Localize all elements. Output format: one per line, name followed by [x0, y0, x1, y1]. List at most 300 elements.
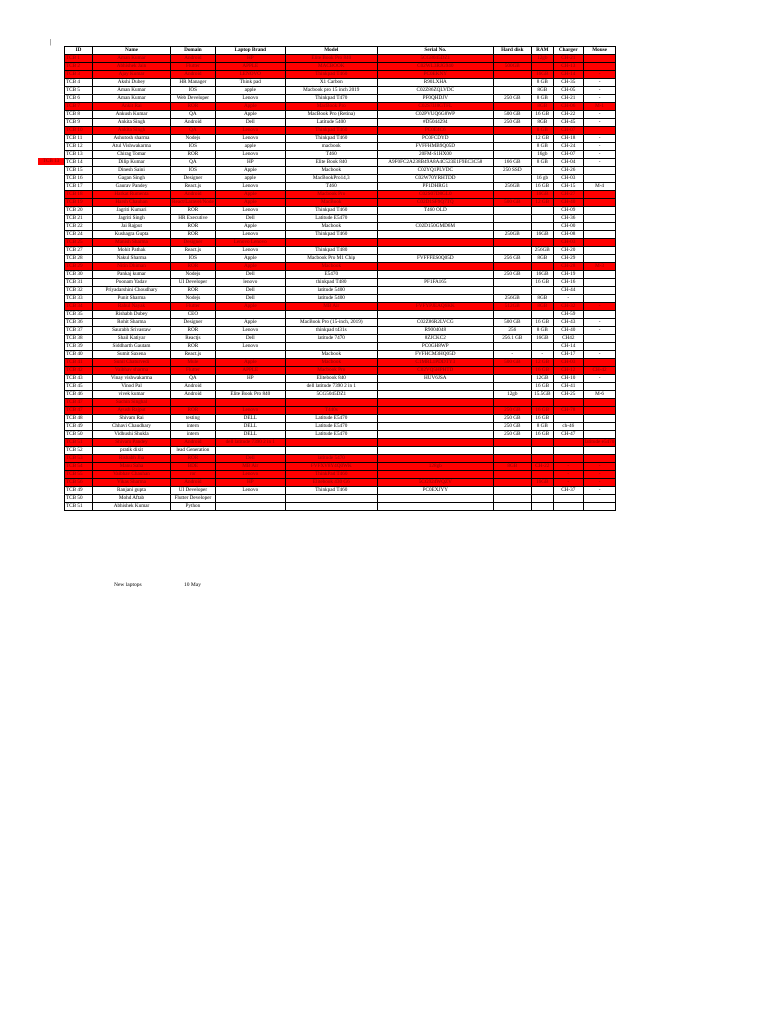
cell-id: TCB 51: [65, 439, 93, 447]
cell-name: Aman Kumar: [93, 55, 171, 63]
cell-charger: CH-13: [553, 63, 583, 71]
cell-domain: Android: [171, 55, 216, 63]
cell-ram: 16 GB: [531, 111, 553, 119]
cell-hard-disk: 500 GB: [493, 319, 531, 327]
cell-serial: [377, 271, 493, 279]
cell-ram: -: [531, 351, 553, 359]
cell-ram: [531, 223, 553, 231]
cell-brand: [215, 495, 285, 503]
cell-domain: ROR: [171, 287, 216, 295]
col-header-domain: Domain: [171, 47, 216, 55]
cell-domain: ror: [171, 471, 216, 479]
cell-name: Priyadarshini Choudhary: [93, 287, 171, 295]
cell-mouse: [583, 199, 616, 207]
cell-mouse: [583, 335, 616, 343]
cell-model: Thinkpad T460: [285, 487, 377, 495]
cell-hard-disk: 250 GB: [493, 431, 531, 439]
col-header-mouse: Mouse: [583, 47, 616, 55]
cell-ram: [531, 167, 553, 175]
cell-model: Elite Book 840: [285, 159, 377, 167]
cell-name: Vaibhav sharma: [93, 367, 171, 375]
cell-mouse: [583, 223, 616, 231]
cell-mouse: -: [583, 327, 616, 335]
cell-model: [285, 343, 377, 351]
cell-hard-disk: 166 GB: [493, 159, 531, 167]
cell-brand: Apple: [215, 263, 285, 271]
cell-id: TCB 51: [65, 503, 93, 511]
cell-charger: CH-14: [553, 71, 583, 79]
cell-model: MACBOOK: [285, 63, 377, 71]
cell-model: MB Air: [285, 303, 377, 311]
cell-id: TCB 32: [65, 287, 93, 295]
cell-model: 5CG5045DZ1: [285, 391, 377, 399]
cell-domain: IOS: [171, 255, 216, 263]
cell-name: Aman Kumar: [93, 95, 171, 103]
cell-charger: CH-17: [553, 351, 583, 359]
cell-name: Chhavi Chaudhary: [93, 423, 171, 431]
cell-name: Vinod Pal: [93, 383, 171, 391]
cell-domain: QA: [171, 159, 216, 167]
cell-ram: 16 GB: [531, 431, 553, 439]
cell-serial: 8ZJCKC2: [377, 335, 493, 343]
table-row: [65, 127, 616, 135]
cell-charger: CH-35: [553, 79, 583, 87]
cell-serial: [377, 287, 493, 295]
cell-brand: Lenovo: [215, 151, 285, 159]
cell-hard-disk: [493, 495, 531, 503]
cell-mouse: -: [583, 487, 616, 495]
cell-domain: React.js: [171, 183, 216, 191]
cell-hard-disk: [493, 191, 531, 199]
cell-id: TCB 20: [65, 207, 93, 215]
cell-id: TCB 2: [65, 63, 93, 71]
cell-serial: FVFFHMB9Q05D: [377, 143, 493, 151]
cell-model: [285, 495, 377, 503]
cell-ram: 16GB: [531, 479, 553, 487]
table-row: [65, 391, 616, 399]
col-header-laptop-brand: Laptop Brand: [215, 47, 285, 55]
cell-brand: HP: [215, 479, 285, 487]
cell-id: TCB 15: [65, 167, 93, 175]
cell-mouse: -: [583, 479, 616, 487]
cell-name: Ankita Singh: [93, 119, 171, 127]
cell-serial: C02Z86ZQLVDC: [377, 87, 493, 95]
cell-domain: ROR: [171, 103, 216, 111]
cell-domain: intern: [171, 431, 216, 439]
cell-domain: ROR: [171, 407, 216, 415]
col-header-ram: RAM: [531, 47, 553, 55]
cell-ram: 8 GB: [531, 127, 553, 135]
col-header-charger: Charger: [553, 47, 583, 55]
cell-id: TCB 33: [65, 295, 93, 303]
cell-id: TCB 4: [65, 79, 93, 87]
table-row: [65, 327, 616, 335]
table-row: [65, 319, 616, 327]
col-header-hard-disk: Hard disk: [493, 47, 531, 55]
cell-id: TCB 34: [65, 303, 93, 311]
table-row: [65, 255, 616, 263]
cell-domain: ROR: [171, 263, 216, 271]
cell-serial: C02VQ5HPHTD: [377, 367, 493, 375]
cell-ram: 12 GB: [531, 359, 553, 367]
cell-hard-disk: [493, 399, 531, 407]
cell-mouse: -: [583, 71, 616, 79]
cell-charger: CH-04: [553, 159, 583, 167]
cell-domain: Android: [171, 191, 216, 199]
cell-charger: [553, 415, 583, 423]
cell-mouse: CH-42: [583, 367, 616, 375]
cell-hard-disk: [493, 151, 531, 159]
cell-mouse: M-3: [583, 263, 616, 271]
cell-brand: Lenovo: [215, 207, 285, 215]
cell-ram: 8 GB: [531, 79, 553, 87]
cell-domain: Reactjs: [171, 335, 216, 343]
cell-mouse: [583, 279, 616, 287]
cell-ram: 16 gb: [531, 175, 553, 183]
cell-model: Macbook Pro M1 Chip: [285, 255, 377, 263]
cell-domain: [171, 399, 216, 407]
cell-hard-disk: 250 GB: [493, 271, 531, 279]
cell-hard-disk: 250 GB: [493, 119, 531, 127]
cell-id: TCB 40: [65, 351, 93, 359]
cell-domain: Flutter Developer: [171, 495, 216, 503]
table-row: [65, 223, 616, 231]
cell-hard-disk: 250 GB: [493, 415, 531, 423]
cell-brand: HP: [215, 55, 285, 63]
cell-name: Rishabh Dubey: [93, 311, 171, 319]
cell-charger: [553, 447, 583, 455]
cell-serial: [377, 383, 493, 391]
cell-hard-disk: [493, 447, 531, 455]
cell-id: TCB 25: [65, 239, 93, 247]
cell-name: Dinesh Saini: [93, 167, 171, 175]
cell-charger: CH-08: [553, 231, 583, 239]
cell-mouse: [583, 343, 616, 351]
cell-serial: [377, 263, 493, 271]
cell-serial: [377, 423, 493, 431]
col-header-serial: Serial No.: [377, 47, 493, 55]
cell-mouse: latitude e5470: [584, 439, 615, 446]
cell-ram: [531, 311, 553, 319]
cell-charger: CH-03: [553, 359, 583, 367]
cell-brand: Lenovo: [215, 407, 285, 415]
cell-serial: 5CG8045DZ1: [377, 55, 493, 63]
cell-ram: 8GB: [531, 87, 553, 95]
cell-id: TCB 53: [65, 455, 93, 463]
cell-brand: Lenovo: [215, 127, 285, 135]
cell-hard-disk: 8GB: [493, 463, 531, 471]
cell-model: Latitude E5470: [285, 415, 377, 423]
cell-domain: UI Developer: [171, 279, 216, 287]
cell-model: Thinkpad T460: [285, 71, 377, 79]
cell-serial: [377, 391, 493, 399]
cell-hard-disk: 512GB: [493, 303, 531, 311]
side-label: TCB 13: [38, 158, 64, 165]
cell-mouse: [583, 287, 616, 295]
cell-charger: CH-14: [553, 343, 583, 351]
cell-ram: 8 GB: [531, 159, 553, 167]
table-row: [65, 175, 616, 183]
table-row: [65, 359, 616, 367]
cell-charger: CH-32: [553, 303, 583, 311]
cell-serial: [377, 399, 493, 407]
cell-charger: [553, 503, 583, 511]
cell-domain: React/Laravel/Node: [172, 199, 214, 206]
cell-hard-disk: [493, 247, 531, 255]
cell-brand: Lenovo: [215, 135, 285, 143]
cell-charger: CH-22: [553, 111, 583, 119]
cell-brand: apple: [215, 87, 285, 95]
cell-serial: PC0FCDYD: [377, 135, 493, 143]
cell-id: TCB 31: [65, 279, 93, 287]
cell-name: vivek kumar: [93, 391, 171, 399]
cell-charger: CH-07: [553, 151, 583, 159]
cell-serial: PC0EXJYY: [377, 487, 493, 495]
cell-id: TCB 12: [65, 143, 93, 151]
cell-ram: 12 GB: [531, 135, 553, 143]
cell-ram: 15.5GB: [531, 391, 553, 399]
cell-mouse: [583, 311, 616, 319]
header-row: [65, 47, 616, 55]
cell-brand: apple: [215, 143, 285, 151]
cell-model: Macbook: [285, 359, 377, 367]
cell-charger: [553, 399, 583, 407]
cell-name: Sunil Chaturvedi: [93, 359, 171, 367]
table-row: [65, 239, 616, 247]
cell-ram: 16GB: [531, 231, 553, 239]
cell-charger: CH-25: [553, 391, 583, 399]
cell-hard-disk: 500GB: [493, 63, 531, 71]
cell-name: Mohit Pathak: [93, 247, 171, 255]
cell-domain: React.js: [171, 351, 216, 359]
cell-brand: HP: [215, 375, 285, 383]
cell-model: Thinkpad T460: [285, 135, 377, 143]
table-row: [65, 199, 616, 207]
cell-name: Mohd Aftab: [93, 495, 171, 503]
cell-ram: 8 GB: [531, 143, 553, 151]
cell-charger: CH42: [553, 335, 583, 343]
table-row: [65, 423, 616, 431]
table-row: [65, 463, 616, 471]
laptop-inventory-table: [64, 46, 616, 511]
cell-charger: CH-59: [553, 311, 583, 319]
cell-serial: C02D150GMD6M: [377, 223, 493, 231]
cell-hard-disk: [493, 263, 531, 271]
cell-charger: CH-47: [553, 431, 583, 439]
table-row: [65, 247, 616, 255]
cell-serial: [377, 431, 493, 439]
table-row: [65, 263, 616, 271]
cell-model: latitude 5400: [285, 287, 377, 295]
cell-serial: FVFHCM3HQ05D: [377, 351, 493, 359]
cell-ram: [531, 503, 553, 511]
cell-ram: 16 GB: [531, 279, 553, 287]
cell-name: Atul Vishwakarma: [93, 143, 171, 151]
cell-id: TCB 39: [65, 343, 93, 351]
cell-id: TCB 9: [65, 119, 93, 127]
cell-hard-disk: [493, 479, 531, 487]
cell-serial: #D5044294: [377, 119, 493, 127]
cell-id: TCB 18: [65, 191, 93, 199]
cell-domain: Android: [171, 71, 216, 79]
cell-hard-disk: [493, 103, 531, 111]
cell-id: TCB 13: [65, 151, 93, 159]
cell-charger: CH-43: [553, 319, 583, 327]
cell-brand: Lenovo: [215, 327, 285, 335]
cell-mouse: [583, 63, 616, 71]
cell-ram: [531, 495, 553, 503]
cell-brand: Lenovo: [215, 231, 285, 239]
cell-model: Elite Book Pro 840: [285, 55, 377, 63]
cell-mouse: [583, 295, 616, 303]
cell-domain: IOS: [171, 167, 216, 175]
cell-brand: dell latitude 7390 2 in 1: [215, 439, 285, 447]
cell-model: Latitude E5470: [285, 431, 377, 439]
cell-model: T440s: [285, 407, 377, 415]
cell-name: Gagan Singh: [93, 175, 171, 183]
table-row: [65, 487, 616, 495]
cell-mouse: [583, 215, 616, 223]
cell-domain: ROR: [171, 223, 216, 231]
cell-mouse: [583, 127, 616, 135]
cell-model: latitude 7470: [285, 335, 377, 343]
cell-serial: R90LXHA: [377, 79, 493, 87]
cell-name: Vinay vishwakarma: [93, 375, 171, 383]
table-row: [65, 311, 616, 319]
cell-brand: Apple: [215, 319, 285, 327]
col-header-name: Name: [93, 47, 171, 55]
cell-model: FVFXV8Y4Q0WK: [285, 463, 377, 471]
table-row: [65, 183, 616, 191]
cell-serial: C02W70YRHTDD: [377, 175, 493, 183]
cell-id: TCB 38: [65, 335, 93, 343]
cell-brand: Lenovo: [215, 343, 285, 351]
cell-brand: Dell: [215, 215, 285, 223]
cell-charger: CH-44: [553, 287, 583, 295]
cell-model: thinkpad t431s: [285, 327, 377, 335]
cell-id: TCB 16: [65, 175, 93, 183]
cell-domain: Nodejs: [171, 295, 216, 303]
cell-mouse: -: [583, 111, 616, 119]
cell-mouse: [583, 503, 616, 511]
cell-serial: C02D1SF9Q7TQ: [377, 199, 493, 207]
cell-mouse: [583, 271, 616, 279]
cell-serial: 128gb: [377, 463, 493, 471]
cell-charger: CH-06: [553, 103, 583, 111]
table-row: [65, 167, 616, 175]
cell-domain: IOS: [171, 87, 216, 95]
cell-id: TCB 56: [65, 479, 93, 487]
cell-hard-disk: [493, 471, 531, 479]
cell-domain: ROR: [171, 151, 216, 159]
cell-hard-disk: [493, 55, 531, 63]
cell-ram: [531, 471, 553, 479]
cell-id: TCB 11: [65, 135, 93, 143]
cell-name: Chirag Tomar: [93, 151, 171, 159]
cell-charger: CH-21: [553, 95, 583, 103]
cell-brand: [215, 447, 285, 455]
cell-model: ThinkPad T460: [285, 471, 377, 479]
col-header-model: Model: [285, 47, 377, 55]
cell-domain: HR Executive: [171, 215, 216, 223]
cell-charger: [553, 455, 583, 463]
cell-name: Shivam Pandey: [93, 439, 171, 447]
cell-domain: QA: [171, 111, 216, 119]
cell-brand: Apple: [215, 359, 285, 367]
cell-brand: DELL: [215, 423, 285, 431]
table-row: [65, 471, 616, 479]
cell-name: Akshi Dubey: [93, 79, 171, 87]
cell-ram: 16 GB: [531, 319, 553, 327]
cell-hard-disk: 12gb: [493, 391, 531, 399]
cell-name: Sachin Singhal: [93, 399, 171, 407]
cell-hard-disk: 256 GB: [493, 255, 531, 263]
cell-domain: ROR: [171, 343, 216, 351]
cell-mouse: -: [583, 471, 616, 479]
cell-model: latitude 5470: [285, 455, 377, 463]
table-row: [65, 503, 616, 511]
cell-id: TCB 49: [65, 423, 93, 431]
cell-ram: 12GB: [531, 375, 553, 383]
cell-brand: Lenovo: [215, 471, 285, 479]
cell-serial: [377, 231, 493, 239]
cell-ram: 16gb: [531, 151, 553, 159]
cell-domain: lead Generation: [171, 447, 216, 455]
table-row: [65, 479, 616, 487]
table-row: [65, 335, 616, 343]
cell-name: Ankit Rai: [93, 103, 171, 111]
table-row: [65, 191, 616, 199]
cell-domain: Android: [171, 391, 216, 399]
cell-ram: 8 GB: [531, 423, 553, 431]
cell-mouse: -: [583, 319, 616, 327]
cell-serial: HUV6JSA: [377, 375, 493, 383]
cell-name: Punit Sharma: [93, 295, 171, 303]
cell-id: TCB 10: [65, 127, 93, 135]
table-row: [65, 215, 616, 223]
cell-mouse: [583, 55, 616, 63]
cell-id: TCB 6: [65, 95, 93, 103]
table-row: [65, 407, 616, 415]
cell-domain: Android: [171, 479, 216, 487]
cell-charger: CH-21: [553, 55, 583, 63]
cell-mouse: -: [583, 119, 616, 127]
cell-id: TCB 43: [65, 375, 93, 383]
cell-domain: Python: [171, 503, 216, 511]
cell-id: TCB 47: [65, 407, 93, 415]
cell-id: TCB 19: [65, 199, 93, 207]
cell-serial: C02Z86R2LVCG: [377, 319, 493, 327]
cell-charger: CH-78: [553, 407, 583, 415]
cell-domain: ROR: [171, 327, 216, 335]
cell-name: Vidhushi Shukla: [93, 431, 171, 439]
cell-brand: Apple: [215, 191, 285, 199]
table-row: [65, 415, 616, 423]
cell-ram: [531, 455, 553, 463]
cell-mouse: -: [583, 151, 616, 159]
cell-id: TCB 29: [65, 263, 93, 271]
cell-model: Thinkpad T470: [285, 95, 377, 103]
cell-id: TCB 54: [65, 463, 93, 471]
cell-mouse: -: [583, 375, 616, 383]
cell-charger: CH-16: [553, 279, 583, 287]
cell-ram: 256GB: [531, 247, 553, 255]
cell-hard-disk: [493, 487, 531, 495]
cell-model: dell latitude 7390 2 in 1: [285, 383, 377, 391]
cell-model: [285, 447, 377, 455]
cell-serial: [377, 407, 493, 415]
cell-model: Latitude E5470: [285, 215, 377, 223]
